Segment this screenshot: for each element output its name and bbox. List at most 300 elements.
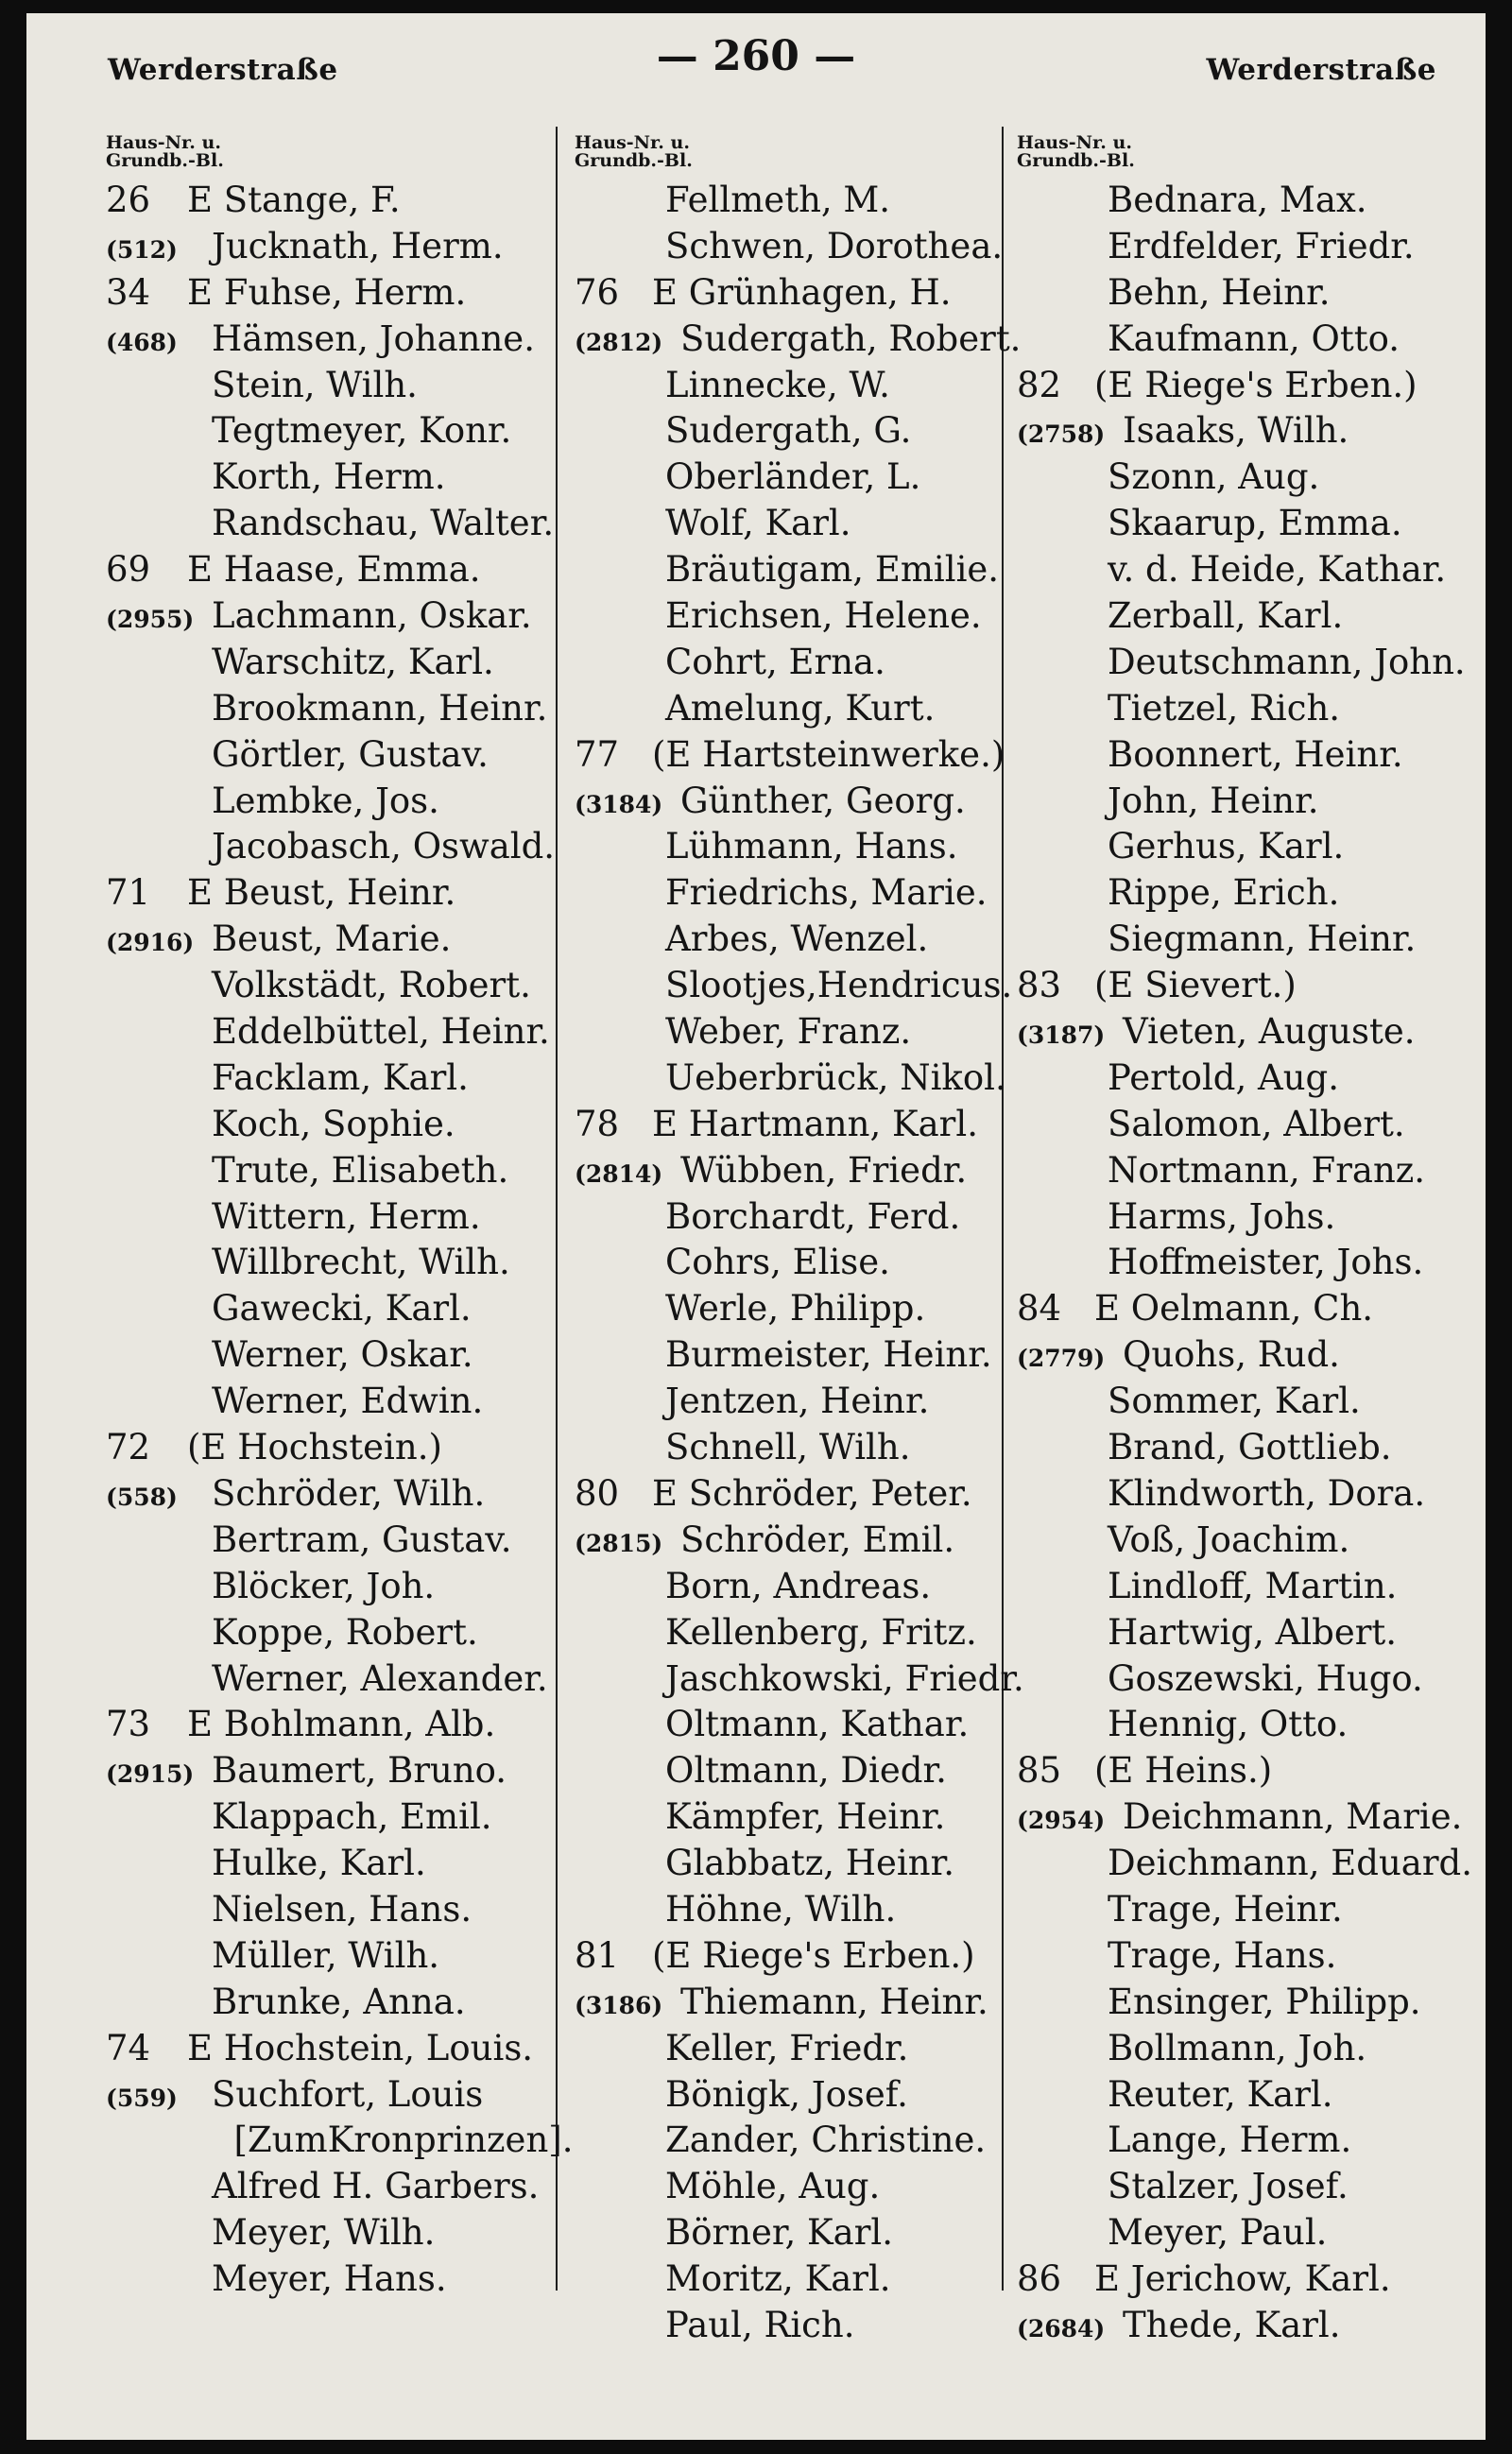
house-number: 26 bbox=[106, 180, 151, 220]
resident-name: Trage, Heinr. bbox=[1108, 1888, 1343, 1930]
column-3 bbox=[1017, 134, 1470, 2349]
directory-entry bbox=[106, 1656, 597, 1703]
land-register-number: (2812) bbox=[575, 328, 663, 356]
column-2-head bbox=[575, 134, 1028, 170]
resident-name: Willbrecht, Wilh. bbox=[212, 1242, 510, 1283]
resident-name: Erichsen, Helene. bbox=[665, 595, 982, 637]
resident-name: Oberländer, L. bbox=[665, 456, 921, 498]
resident-name: Tietzel, Rich. bbox=[1108, 687, 1341, 729]
house-number: 73 bbox=[106, 1704, 151, 1745]
resident-name: Werle, Philipp. bbox=[665, 1288, 926, 1330]
resident-name: Bednara, Max. bbox=[1108, 180, 1367, 220]
house-number: 71 bbox=[106, 872, 151, 914]
page-header bbox=[26, 13, 1486, 117]
directory-entry bbox=[575, 2303, 1028, 2349]
directory-entry bbox=[575, 593, 1028, 640]
resident-name: Keller, Friedr. bbox=[665, 2027, 909, 2068]
resident-name: (E Hartsteinwerke.) bbox=[652, 733, 1005, 775]
column-head-line2: Grundb.-Bl. bbox=[575, 150, 693, 171]
house-number: 83 bbox=[1017, 965, 1062, 1006]
directory-entry bbox=[575, 1055, 1028, 1102]
directory-entry bbox=[106, 1610, 597, 1656]
directory-entry bbox=[106, 1240, 597, 1286]
directory-entry bbox=[1017, 1794, 1470, 1841]
resident-name: Beust, Marie. bbox=[212, 918, 452, 960]
resident-name: Ueberbrück, Nikol. bbox=[665, 1056, 1006, 1098]
directory-entry bbox=[575, 1702, 1028, 1748]
directory-entry bbox=[106, 593, 597, 640]
directory-entry bbox=[1017, 1702, 1470, 1748]
resident-name: Schwen, Dorothea. bbox=[665, 225, 1004, 266]
directory-entry bbox=[1017, 1841, 1470, 1887]
resident-name: Wolf, Karl. bbox=[665, 503, 851, 544]
resident-name: Zerball, Karl. bbox=[1108, 595, 1344, 637]
directory-entry bbox=[1017, 224, 1470, 270]
resident-name: Paul, Rich. bbox=[665, 2304, 855, 2345]
directory-entry bbox=[1017, 178, 1470, 224]
resident-name: Meyer, Paul. bbox=[1108, 2212, 1328, 2254]
resident-name: Meyer, Wilh. bbox=[212, 2212, 436, 2254]
directory-entry bbox=[575, 270, 1028, 317]
resident-name: Vieten, Auguste. bbox=[1123, 1011, 1416, 1053]
directory-entry bbox=[106, 363, 597, 409]
resident-name: Harms, Johs. bbox=[1108, 1195, 1336, 1237]
house-number: 76 bbox=[575, 271, 620, 313]
resident-name: Behn, Heinr. bbox=[1108, 271, 1331, 313]
resident-name: Amelung, Kurt. bbox=[665, 687, 936, 729]
resident-name: Börner, Karl. bbox=[665, 2212, 894, 2254]
resident-name: Skaarup, Emma. bbox=[1108, 503, 1402, 544]
resident-name: Reuter, Karl. bbox=[1108, 2073, 1333, 2115]
directory-entry bbox=[1017, 1379, 1470, 1425]
resident-name: Brand, Gottlieb. bbox=[1108, 1427, 1392, 1468]
directory-entry bbox=[575, 1009, 1028, 1055]
directory-entry bbox=[106, 686, 597, 732]
resident-name: Randschau, Walter. bbox=[212, 503, 555, 544]
resident-name: Moritz, Karl. bbox=[665, 2258, 891, 2300]
directory-entry bbox=[575, 963, 1028, 1009]
resident-name: Hämsen, Johanne. bbox=[212, 317, 535, 359]
column-3-rows bbox=[1017, 178, 1470, 2349]
directory-entry bbox=[1017, 1518, 1470, 1564]
resident-name: Fellmeth, M. bbox=[665, 180, 891, 220]
resident-name: Suchfort, Louis bbox=[212, 2073, 484, 2115]
resident-name: E Oelmann, Ch. bbox=[1094, 1288, 1374, 1330]
resident-name: E Beust, Heinr. bbox=[187, 872, 456, 914]
land-register-number: (3187) bbox=[1017, 1021, 1106, 1050]
directory-entry bbox=[575, 1748, 1028, 1794]
directory-entry bbox=[1017, 2210, 1470, 2257]
directory-entry bbox=[1017, 779, 1470, 825]
column-1-rows bbox=[106, 178, 597, 2303]
directory-entry bbox=[1017, 2257, 1470, 2303]
directory-entry bbox=[106, 1425, 597, 1471]
directory-entry bbox=[1017, 1933, 1470, 1980]
directory-entry bbox=[1017, 1656, 1470, 1703]
directory-entry bbox=[106, 2210, 597, 2257]
directory-entry bbox=[1017, 1286, 1470, 1332]
resident-name: Lembke, Jos. bbox=[212, 780, 439, 821]
directory-entry bbox=[106, 1009, 597, 1055]
directory-entry bbox=[575, 2072, 1028, 2119]
resident-name: Thiemann, Heinr. bbox=[680, 1981, 988, 2022]
land-register-number: (2915) bbox=[106, 1760, 195, 1789]
resident-name: Günther, Georg. bbox=[680, 780, 966, 821]
directory-entry bbox=[106, 824, 597, 870]
land-register-number: (3186) bbox=[575, 1991, 663, 2019]
directory-entry bbox=[575, 1610, 1028, 1656]
resident-name: Meyer, Hans. bbox=[212, 2258, 447, 2300]
directory-entry bbox=[575, 2026, 1028, 2072]
resident-name: Stein, Wilh. bbox=[212, 364, 418, 405]
directory-entry bbox=[1017, 455, 1470, 501]
directory-entry bbox=[1017, 1102, 1470, 1148]
resident-name: Cohrs, Elise. bbox=[665, 1242, 890, 1283]
directory-entry bbox=[1017, 593, 1470, 640]
directory-entry bbox=[575, 1425, 1028, 1471]
directory-entry bbox=[1017, 732, 1470, 779]
resident-name: Wübben, Friedr. bbox=[680, 1149, 968, 1191]
directory-entry bbox=[106, 2257, 597, 2303]
resident-name: Bönigk, Josef. bbox=[665, 2073, 908, 2115]
directory-entry bbox=[106, 455, 597, 501]
column-1-head bbox=[106, 134, 597, 170]
directory-entry bbox=[106, 1148, 597, 1194]
resident-name: Deutschmann, John. bbox=[1108, 641, 1466, 682]
directory-entry bbox=[575, 224, 1028, 270]
resident-name: Alfred H. Garbers. bbox=[212, 2166, 540, 2207]
directory-entry bbox=[575, 686, 1028, 732]
resident-name: Goszewski, Hugo. bbox=[1108, 1657, 1423, 1699]
house-number: 81 bbox=[575, 1934, 620, 1976]
resident-name: E Fuhse, Herm. bbox=[187, 271, 467, 313]
resident-name: Born, Andreas. bbox=[665, 1565, 932, 1606]
directory-entry bbox=[575, 1379, 1028, 1425]
resident-name: Salomon, Albert. bbox=[1108, 1103, 1405, 1144]
directory-entry bbox=[575, 178, 1028, 224]
resident-name: Friedrichs, Marie. bbox=[665, 872, 988, 914]
resident-name: Baumert, Bruno. bbox=[212, 1750, 507, 1792]
resident-name: Wittern, Herm. bbox=[212, 1195, 481, 1237]
land-register-number: (2814) bbox=[575, 1159, 663, 1188]
resident-name: v. d. Heide, Kathar. bbox=[1108, 549, 1447, 591]
directory-entry bbox=[1017, 963, 1470, 1009]
resident-name: Sommer, Karl. bbox=[1108, 1381, 1361, 1422]
resident-name: Trage, Hans. bbox=[1108, 1934, 1337, 1976]
column-1 bbox=[106, 134, 597, 2303]
resident-name: Kaufmann, Otto. bbox=[1108, 317, 1400, 359]
resident-name: E Haase, Emma. bbox=[187, 549, 481, 591]
directory-entry bbox=[106, 1748, 597, 1794]
resident-name: Lühmann, Hans. bbox=[665, 826, 958, 867]
directory-entry bbox=[575, 2164, 1028, 2210]
land-register-number: (2684) bbox=[1017, 2314, 1106, 2342]
resident-name: Thede, Karl. bbox=[1123, 2304, 1341, 2345]
resident-name: E Bohlmann, Alb. bbox=[187, 1704, 496, 1745]
resident-name: Ensinger, Philipp. bbox=[1108, 1981, 1421, 2022]
directory-entry bbox=[106, 1286, 597, 1332]
directory-entry bbox=[106, 1794, 597, 1841]
directory-entry bbox=[1017, 1055, 1470, 1102]
resident-name: Hulke, Karl. bbox=[212, 1843, 426, 1884]
directory-entry bbox=[575, 547, 1028, 593]
resident-name: Siegmann, Heinr. bbox=[1108, 918, 1417, 960]
resident-name: Zander, Christine. bbox=[665, 2119, 987, 2161]
house-number: 69 bbox=[106, 549, 151, 591]
directory-page bbox=[26, 13, 1486, 2440]
resident-name: Rippe, Erich. bbox=[1108, 872, 1340, 914]
resident-name: Klindworth, Dora. bbox=[1108, 1472, 1426, 1514]
resident-name: Burmeister, Heinr. bbox=[665, 1334, 992, 1376]
directory-entry bbox=[106, 1379, 597, 1425]
land-register-number: (2916) bbox=[106, 929, 195, 957]
directory-entry bbox=[575, 1286, 1028, 1332]
directory-entry bbox=[1017, 270, 1470, 317]
resident-name: Werner, Edwin. bbox=[212, 1381, 484, 1422]
directory-entry bbox=[1017, 2303, 1470, 2349]
directory-entry bbox=[1017, 1240, 1470, 1286]
resident-name: [ZumKronprinzen]. bbox=[212, 2119, 574, 2161]
resident-name: Lindloff, Martin. bbox=[1108, 1565, 1398, 1606]
directory-entry bbox=[106, 1518, 597, 1564]
directory-entry bbox=[106, 1102, 597, 1148]
directory-entry bbox=[106, 779, 597, 825]
directory-entry bbox=[1017, 1980, 1470, 2026]
resident-name: Koch, Sophie. bbox=[212, 1103, 455, 1144]
directory-entry bbox=[575, 1980, 1028, 2026]
directory-entry bbox=[575, 1564, 1028, 1610]
resident-name: Borchardt, Ferd. bbox=[665, 1195, 961, 1237]
resident-name: Lachmann, Oskar. bbox=[212, 595, 532, 637]
column-head-line1: Haus-Nr. u. bbox=[575, 132, 690, 153]
directory-entry bbox=[106, 870, 597, 917]
resident-name: (E Heins.) bbox=[1094, 1750, 1273, 1792]
resident-name: Möhle, Aug. bbox=[665, 2166, 881, 2207]
resident-name: Volkstädt, Robert. bbox=[212, 965, 531, 1006]
directory-entry bbox=[106, 640, 597, 686]
resident-name: Jaschkowski, Friedr. bbox=[665, 1657, 1024, 1699]
resident-name: Gawecki, Karl. bbox=[212, 1288, 472, 1330]
resident-name: Quohs, Rud. bbox=[1123, 1334, 1340, 1376]
directory-entry bbox=[1017, 2026, 1470, 2072]
resident-name: Stalzer, Josef. bbox=[1108, 2166, 1349, 2207]
resident-name: Bertram, Gustav. bbox=[212, 1519, 512, 1560]
land-register-number: (2779) bbox=[1017, 1345, 1106, 1373]
directory-entry bbox=[1017, 2118, 1470, 2164]
resident-name: Klappach, Emil. bbox=[212, 1796, 492, 1838]
land-register-number: (512) bbox=[106, 235, 178, 264]
directory-entry bbox=[106, 1933, 597, 1980]
resident-name: Glabbatz, Heinr. bbox=[665, 1843, 954, 1884]
directory-entry bbox=[106, 270, 597, 317]
directory-entry bbox=[106, 1980, 597, 2026]
directory-entry bbox=[1017, 2072, 1470, 2119]
directory-entry bbox=[106, 1887, 597, 1933]
directory-entry bbox=[1017, 1887, 1470, 1933]
resident-name: Deichmann, Marie. bbox=[1123, 1796, 1463, 1838]
directory-entry bbox=[575, 2257, 1028, 2303]
resident-name: Pertold, Aug. bbox=[1108, 1056, 1339, 1098]
column-head-line2: Grundb.-Bl. bbox=[106, 150, 224, 171]
directory-entry bbox=[106, 1471, 597, 1518]
directory-entry bbox=[575, 363, 1028, 409]
directory-entry bbox=[106, 1702, 597, 1748]
directory-entry bbox=[1017, 917, 1470, 963]
directory-entry bbox=[106, 547, 597, 593]
resident-name: Trute, Elisabeth. bbox=[212, 1149, 509, 1191]
directory-entry bbox=[575, 640, 1028, 686]
resident-name: Kämpfer, Heinr. bbox=[665, 1796, 946, 1838]
directory-entry bbox=[575, 1887, 1028, 1933]
directory-entry bbox=[575, 1841, 1028, 1887]
house-number: 34 bbox=[106, 271, 151, 313]
directory-entry bbox=[1017, 1148, 1470, 1194]
resident-name: (E Hochstein.) bbox=[187, 1427, 442, 1468]
directory-entry bbox=[1017, 501, 1470, 547]
land-register-number: (2955) bbox=[106, 606, 195, 634]
directory-entry bbox=[1017, 686, 1470, 732]
resident-name: Oltmann, Diedr. bbox=[665, 1750, 947, 1792]
column-head-line1: Haus-Nr. u. bbox=[106, 132, 221, 153]
directory-entry bbox=[575, 2210, 1028, 2257]
resident-name: Jentzen, Heinr. bbox=[665, 1381, 930, 1422]
house-number: 77 bbox=[575, 733, 620, 775]
directory-entry bbox=[106, 1564, 597, 1610]
directory-entry bbox=[1017, 1194, 1470, 1241]
directory-entry bbox=[106, 2118, 597, 2164]
resident-name: Hoffmeister, Johs. bbox=[1108, 1242, 1424, 1283]
land-register-number: (558) bbox=[106, 1483, 178, 1511]
house-number: 82 bbox=[1017, 364, 1062, 405]
directory-entry bbox=[575, 317, 1028, 363]
directory-entry bbox=[575, 870, 1028, 917]
directory-entry bbox=[575, 732, 1028, 779]
resident-name: Blöcker, Joh. bbox=[212, 1565, 436, 1606]
resident-name: Görtler, Gustav. bbox=[212, 733, 489, 775]
resident-name: Oltmann, Kathar. bbox=[665, 1704, 970, 1745]
directory-entry bbox=[106, 317, 597, 363]
land-register-number: (2954) bbox=[1017, 1807, 1106, 1835]
resident-name: (E Riege's Erben.) bbox=[1094, 364, 1418, 405]
house-number: 80 bbox=[575, 1472, 620, 1514]
resident-name: E Jerichow, Karl. bbox=[1094, 2258, 1391, 2300]
resident-name: Bräutigam, Emilie. bbox=[665, 549, 1000, 591]
directory-entry bbox=[1017, 1610, 1470, 1656]
directory-entry bbox=[1017, 408, 1470, 455]
directory-entry bbox=[575, 1656, 1028, 1703]
directory-entry bbox=[106, 1055, 597, 1102]
house-number: 78 bbox=[575, 1103, 620, 1144]
directory-entry bbox=[1017, 363, 1470, 409]
directory-entry bbox=[575, 1794, 1028, 1841]
resident-name: Koppe, Robert. bbox=[212, 1611, 478, 1653]
land-register-number: (2815) bbox=[575, 1529, 663, 1557]
directory-entry bbox=[106, 963, 597, 1009]
resident-name: Müller, Wilh. bbox=[212, 1934, 440, 1976]
resident-name: Schnell, Wilh. bbox=[665, 1427, 911, 1468]
directory-entry bbox=[575, 1240, 1028, 1286]
resident-name: Werner, Oskar. bbox=[212, 1334, 473, 1376]
directory-entry bbox=[106, 2164, 597, 2210]
resident-name: Schröder, Wilh. bbox=[212, 1472, 486, 1514]
resident-name: Nielsen, Hans. bbox=[212, 1888, 472, 1930]
directory-entry bbox=[106, 2026, 597, 2072]
resident-name: Lange, Herm. bbox=[1108, 2119, 1352, 2161]
resident-name: Slootjes,Hendricus. bbox=[665, 965, 1013, 1006]
resident-name: Brunke, Anna. bbox=[212, 1981, 466, 2022]
resident-name: Nortmann, Franz. bbox=[1108, 1149, 1426, 1191]
resident-name: Hartwig, Albert. bbox=[1108, 1611, 1398, 1653]
resident-name: Boonnert, Heinr. bbox=[1108, 733, 1403, 775]
resident-name: Arbes, Wenzel. bbox=[665, 918, 929, 960]
directory-entry bbox=[1017, 870, 1470, 917]
directory-entry bbox=[106, 501, 597, 547]
directory-entry bbox=[575, 779, 1028, 825]
resident-name: Werner, Alexander. bbox=[212, 1657, 548, 1699]
land-register-number: (2758) bbox=[1017, 420, 1106, 449]
resident-name: E Hochstein, Louis. bbox=[187, 2027, 534, 2068]
directory-entry bbox=[106, 224, 597, 270]
resident-name: Erdfelder, Friedr. bbox=[1108, 225, 1415, 266]
directory-entry bbox=[575, 1194, 1028, 1241]
resident-name: E Schröder, Peter. bbox=[652, 1472, 972, 1514]
resident-name: Sudergath, G. bbox=[665, 410, 912, 452]
directory-entry bbox=[106, 917, 597, 963]
column-3-head bbox=[1017, 134, 1470, 170]
resident-name: Schröder, Emil. bbox=[680, 1519, 955, 1560]
resident-name: (E Riege's Erben.) bbox=[652, 1934, 975, 1976]
resident-name: Weber, Franz. bbox=[665, 1011, 912, 1053]
directory-entry bbox=[1017, 1471, 1470, 1518]
resident-name: Facklam, Karl. bbox=[212, 1056, 469, 1098]
directory-entry bbox=[575, 1148, 1028, 1194]
directory-entry bbox=[1017, 1332, 1470, 1379]
house-number: 85 bbox=[1017, 1750, 1062, 1792]
resident-name: Bollmann, Joh. bbox=[1108, 2027, 1367, 2068]
resident-name: Jacobasch, Oswald. bbox=[212, 826, 556, 867]
resident-name: Cohrt, Erna. bbox=[665, 641, 885, 682]
resident-name: Jucknath, Herm. bbox=[212, 225, 504, 266]
directory-entry bbox=[106, 732, 597, 779]
resident-name: John, Heinr. bbox=[1108, 780, 1319, 821]
resident-name: Tegtmeyer, Konr. bbox=[212, 410, 512, 452]
resident-name: Kellenberg, Fritz. bbox=[665, 1611, 977, 1653]
directory-entry bbox=[575, 917, 1028, 963]
house-number: 84 bbox=[1017, 1288, 1062, 1330]
directory-entry bbox=[575, 1933, 1028, 1980]
resident-name: Höhne, Wilh. bbox=[665, 1888, 897, 1930]
directory-entry bbox=[106, 1841, 597, 1887]
directory-entry bbox=[575, 2118, 1028, 2164]
page-number: — 260 — bbox=[656, 32, 856, 80]
directory-entry bbox=[575, 1102, 1028, 1148]
directory-entry bbox=[106, 1194, 597, 1241]
resident-name: (E Sievert.) bbox=[1094, 965, 1297, 1006]
directory-entry bbox=[106, 408, 597, 455]
land-register-number: (559) bbox=[106, 2084, 178, 2112]
directory-entry bbox=[1017, 1425, 1470, 1471]
directory-entry bbox=[1017, 1748, 1470, 1794]
directory-entry bbox=[1017, 317, 1470, 363]
directory-entry bbox=[1017, 824, 1470, 870]
column-head-line1: Haus-Nr. u. bbox=[1017, 132, 1132, 153]
directory-entry bbox=[575, 408, 1028, 455]
column-head-line2: Grundb.-Bl. bbox=[1017, 150, 1135, 171]
house-number: 72 bbox=[106, 1427, 151, 1468]
directory-entry bbox=[1017, 2164, 1470, 2210]
resident-name: Korth, Herm. bbox=[212, 456, 446, 498]
resident-name: Linnecke, W. bbox=[665, 364, 890, 405]
